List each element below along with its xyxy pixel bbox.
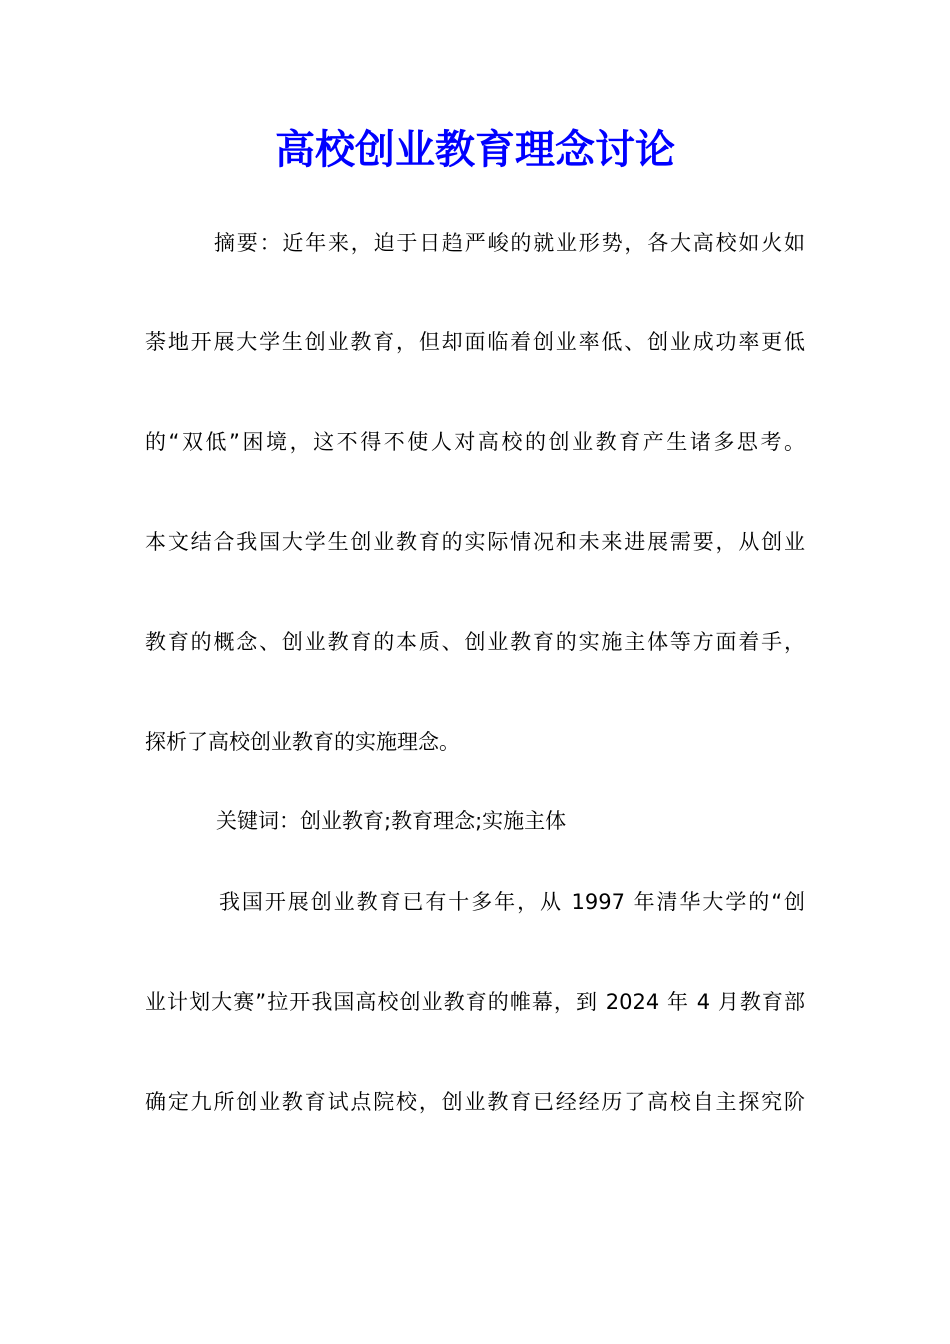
abstract-line-2: 荼地开展大学生创业教育，但却面临着创业率低、创业成功率更低 — [145, 330, 805, 354]
abstract-line-1: 摘要：近年来，迫于日趋严峻的就业形势，各大高校如火如 — [214, 231, 805, 255]
abstract-line-3: 的“双低”困境，这不得不使人对高校的创业教育产生诸多思考。 — [145, 430, 805, 454]
body-line-2: 业计划大赛”拉开我国高校创业教育的帷幕，到 2024 年 4 月教育部 — [145, 990, 805, 1014]
body-line-3: 确定九所创业教育试点院校，创业教育已经经历了高校自主探究阶 — [145, 1090, 805, 1114]
document-title: 高校创业教育理念讨论 — [275, 126, 675, 173]
body-line-1: 我国开展创业教育已有十多年，从 1997 年清华大学的“创 — [219, 890, 805, 914]
abstract-line-6: 探析了高校创业教育的实施理念。 — [145, 730, 460, 754]
abstract-line-5: 教育的概念、创业教育的本质、创业教育的实施主体等方面着手， — [145, 630, 805, 654]
abstract-line-4: 本文结合我国大学生创业教育的实际情况和未来进展需要，从创业 — [145, 530, 805, 554]
keywords-line: 关键词：创业教育;教育理念;实施主体 — [216, 809, 567, 833]
